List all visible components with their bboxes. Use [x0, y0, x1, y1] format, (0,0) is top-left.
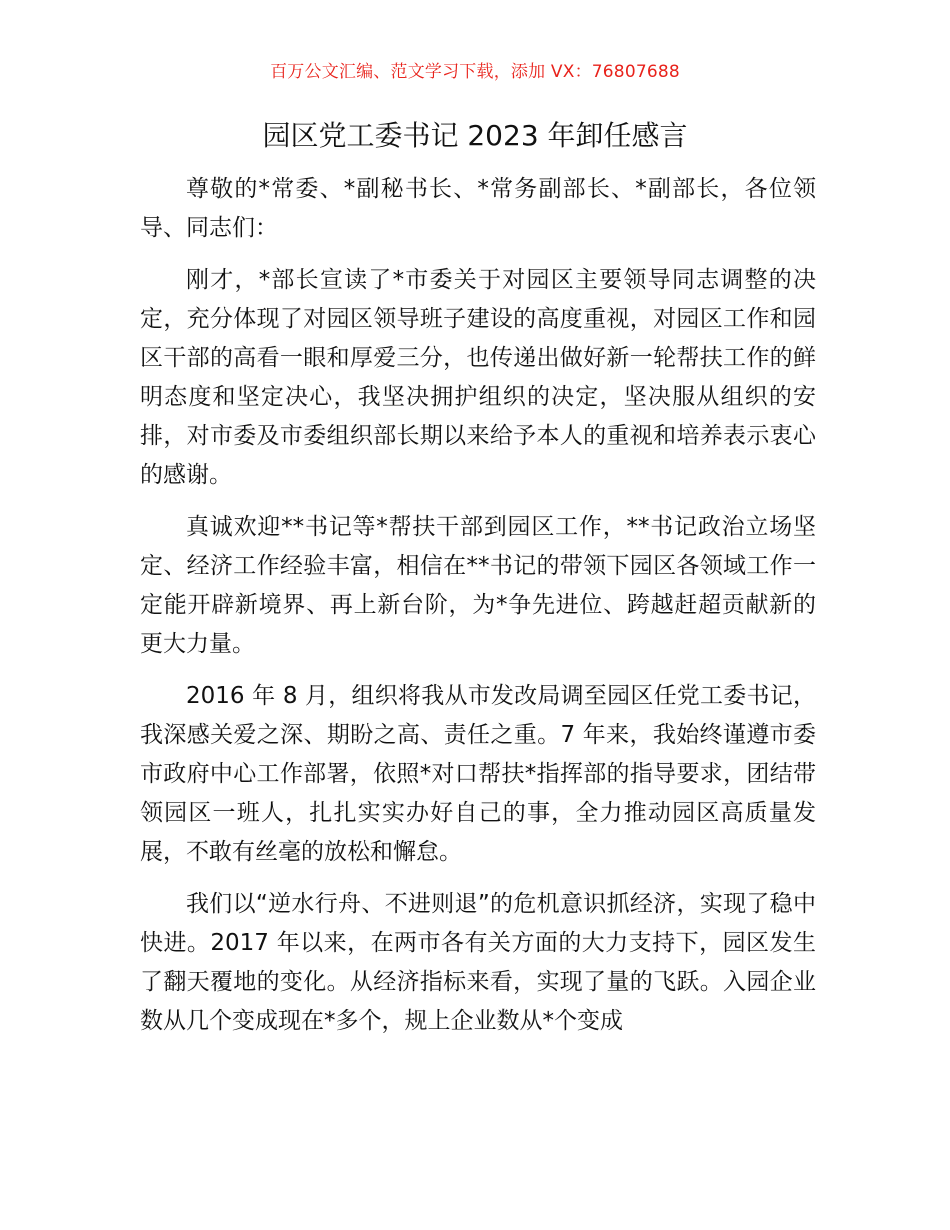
document-title: 园区党工委书记 2023 年卸任感言	[262, 119, 688, 152]
body-paragraph: 我们以“逆水行舟、不进则退”的危机意识抓经济，实现了稳中快进。2017 年以来，在两市各有关方面的大力支持下，园区发生了翻天覆地的变化。从经济指标来看，实现了量的飞跃。入园企业数从几个变成现在*多个，规上企业数从*个变成	[140, 891, 816, 1034]
body-paragraph: 真诚欢迎**书记等*帮扶干部到园区工作，**书记政治立场坚定、经济工作经验丰富，相信在**书记的带领下园区各领域工作一定能开辟新境界、再上新台阶，为*争先进位、跨越赶超贡献新的更大力量。	[140, 514, 816, 657]
document-body	[140, 170, 816, 1054]
header-watermark-note: 百万公文汇编、范文学习下载，添加 VX：76807688	[270, 62, 680, 82]
body-paragraph: 2016 年 8 月，组织将我从市发改局调至园区任党工委书记，我深感关爱之深、期盼之高、责任之重。7 年来，我始终谨遵市委市政府中心工作部署，依照*对口帮扶*指挥部的指导要求，团结带领园区一班人，扎扎实实办好自己的事，全力推动园区高质量发展，不敢有丝毫的放松和懈怠。	[140, 683, 816, 865]
salutation-paragraph: 尊敬的*常委、*副秘书长、*常务副部长、*副部长，各位领导、同志们：	[140, 176, 816, 241]
body-paragraph: 刚才，*部长宣读了*市委关于对园区主要领导同志调整的决定，充分体现了对园区领导班子建设的高度重视，对园区工作和园区干部的高看一眼和厚爱三分，也传递出做好新一轮帮扶工作的鲜明态度和坚定决心，我坚决拥护组织的决定，坚决服从组织的安排，对市委及市委组织部长期以来给予本人的重视和培养表示衷心的感谢。	[140, 267, 816, 488]
